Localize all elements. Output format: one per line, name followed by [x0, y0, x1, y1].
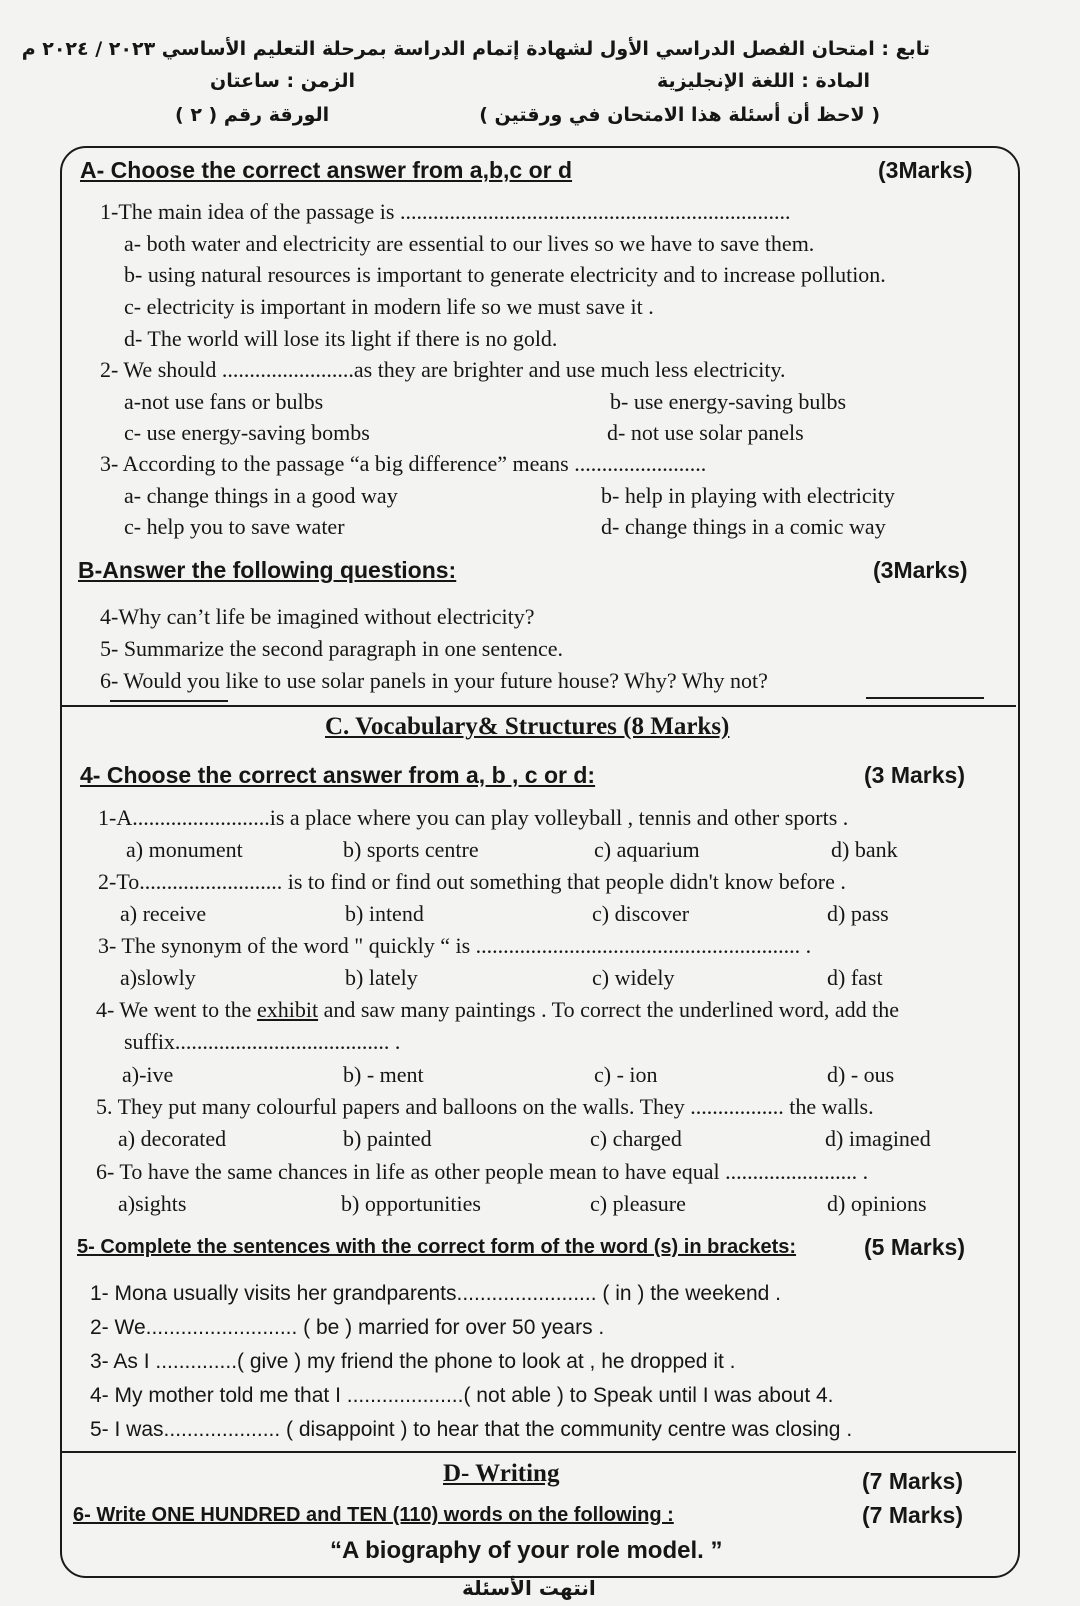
- vocab-q1-option-a: a) monument: [126, 837, 243, 862]
- question-a1: 1-The main idea of the passage is .......................................................................: [100, 199, 791, 224]
- section-d-marks: (7 Marks): [862, 1468, 963, 1494]
- vocab-q6: 6- To have the same chances in life as other people mean to have equal ........................ .: [96, 1159, 869, 1184]
- vocab-q4-option-b: b) - ment: [343, 1062, 424, 1087]
- vocab-q5-option-d: d) imagined: [825, 1126, 931, 1151]
- vocab-q2: 2-To.......................... is to find or find out something that people didn't know before .: [98, 869, 846, 894]
- vocab-q4-option-c: c) - ion: [594, 1062, 658, 1087]
- vocab-q4-option-d: d) - ous: [827, 1062, 895, 1087]
- vocab-q1-option-c: c) aquarium: [594, 837, 700, 862]
- section-a-title: A- Choose the correct answer from a,b,c or d: [80, 157, 573, 183]
- q3-option-c: c- help you to save water: [124, 514, 345, 539]
- writing-task: 6- Write ONE HUNDRED and TEN (110) words on the following :: [73, 1504, 674, 1526]
- section-divider: [62, 705, 1016, 707]
- vocab-q3-option-c: c) widely: [592, 965, 675, 990]
- vocab-q4-continued: suffix....................................... .: [124, 1029, 401, 1054]
- section-b-title: B-Answer the following questions:: [78, 557, 457, 583]
- vocab-q5: 5. They put many colourful papers and balloons on the walls. They ................. the walls.: [96, 1094, 874, 1119]
- underlined-word: exhibit: [256, 997, 319, 1022]
- vocab-q4-option-a: a)-ive: [122, 1062, 174, 1087]
- vocab-q3-option-a: a)slowly: [120, 965, 196, 990]
- q1-option-d: d- The world will lose its light if there is no gold.: [124, 326, 558, 351]
- part5-marks: (5 Marks): [864, 1234, 965, 1260]
- vocab-q6-option-a: a)sights: [118, 1191, 187, 1216]
- q3-option-a: a- change things in a good way: [124, 483, 398, 508]
- vocab-q3: 3- The synonym of the word " quickly “ is ........................................................... .: [98, 933, 812, 958]
- vocab-q5-option-b: b) painted: [343, 1126, 432, 1151]
- q1-option-c: c- electricity is important in modern life so we must save it .: [124, 294, 654, 319]
- section-d-title: D- Writing: [443, 1460, 560, 1487]
- part4-marks: (3 Marks): [864, 762, 965, 788]
- writing-topic: “A biography of your role model. ”: [330, 1537, 723, 1564]
- underline-mark: [866, 697, 984, 699]
- vocab-q2-option-a: a) receive: [120, 901, 207, 926]
- vocab-q6-option-b: b) opportunities: [341, 1191, 481, 1216]
- part5-title: 5- Complete the sentences with the correct form of the word (s) in brackets:: [77, 1236, 797, 1258]
- vocab-q2-option-b: b) intend: [345, 901, 424, 926]
- vocab-q5-option-a: a) decorated: [118, 1126, 227, 1151]
- vocab-q2-option-c: c) discover: [592, 901, 690, 926]
- vocab-q1-option-d: d) bank: [831, 837, 898, 862]
- complete-4: 4- My mother told me that I ....................( not able ) to Speak until I was about 4.: [90, 1384, 834, 1407]
- question-b4: 4-Why can’t life be imagined without electricity?: [100, 604, 535, 629]
- writing-task-marks: (7 Marks): [862, 1502, 963, 1528]
- vocab-q3-option-b: b) lately: [345, 965, 418, 990]
- question-b5: 5- Summarize the second paragraph in one sentence.: [100, 636, 564, 661]
- question-a2: 2- We should ........................as they are brighter and use much less electricity.: [100, 357, 786, 382]
- q2-option-a: a-not use fans or bulbs: [124, 389, 324, 414]
- exam-subject: المادة : اللغة الإنجليزية: [656, 70, 870, 92]
- vocab-q6-option-d: d) opinions: [827, 1191, 927, 1216]
- exam-header-title: تابع : امتحان الفصل الدراسي الأول لشهادة إتمام الدراسة بمرحلة التعليم الأساسي ٢٠٢٣ / ٢٠٢٤ م: [21, 38, 930, 60]
- q2-option-c: c- use energy-saving bombs: [124, 420, 370, 445]
- q2-option-d: d- not use solar panels: [607, 420, 804, 445]
- q3-option-d: d- change things in a comic way: [601, 514, 886, 539]
- vocab-q3-option-d: d) fast: [827, 965, 883, 990]
- complete-1: 1- Mona usually visits her grandparents........................ ( in ) the weekend .: [90, 1282, 781, 1305]
- section-c-title: C. Vocabulary& Structures (8 Marks): [325, 713, 730, 740]
- q2-option-b: b- use energy-saving bulbs: [610, 389, 847, 414]
- underline-mark: [110, 700, 228, 702]
- question-b6: 6- Would you like to use solar panels in your future house? Why? Why not?: [100, 668, 768, 693]
- complete-2: 2- We.......................... ( be ) married for over 50 years .: [90, 1316, 605, 1339]
- q1-option-b: b- using natural resources is important to generate electricity and to increase pollution.: [124, 262, 886, 287]
- question-a3: 3- According to the passage “a big difference” means ........................: [100, 451, 707, 476]
- vocab-q2-option-d: d) pass: [827, 901, 889, 926]
- q3-option-b: b- help in playing with electricity: [601, 483, 895, 508]
- section-a-marks: (3Marks): [878, 157, 973, 183]
- complete-3: 3- As I ..............( give ) my friend the phone to look at , he dropped it .: [90, 1350, 736, 1373]
- vocab-q5-option-c: c) charged: [590, 1126, 682, 1151]
- q1-option-a: a- both water and electricity are essential to our lives so we have to save them.: [124, 231, 815, 256]
- exam-time: الزمن : ساعتان: [210, 70, 356, 92]
- vocab-q4-text-rest: and saw many paintings . To correct the underlined word, add the: [318, 997, 899, 1022]
- end-of-questions: انتهت الأسئلة: [462, 1576, 596, 1600]
- vocab-q1-option-b: b) sports centre: [343, 837, 479, 862]
- section-b-marks: (3Marks): [873, 557, 968, 583]
- complete-5: 5- I was.................... ( disappoint ) to hear that the community centre was closing .: [90, 1418, 853, 1441]
- vocab-q1: 1-A.........................is a place where you can play volleyball , tennis and other sports .: [98, 805, 849, 830]
- exam-note: ( لاحظ أن أسئلة هذا الامتحان في ورقتين ): [479, 104, 880, 126]
- part4-title: 4- Choose the correct answer from a, b , c or d:: [80, 762, 596, 788]
- vocab-q4: [96, 997, 899, 1023]
- vocab-q6-option-c: c) pleasure: [590, 1191, 686, 1216]
- sheet-number: الورقة رقم ( ٢ ): [175, 104, 330, 126]
- vocab-q4-text: 4- We went to the: [96, 997, 257, 1022]
- section-divider: [62, 1451, 1016, 1453]
